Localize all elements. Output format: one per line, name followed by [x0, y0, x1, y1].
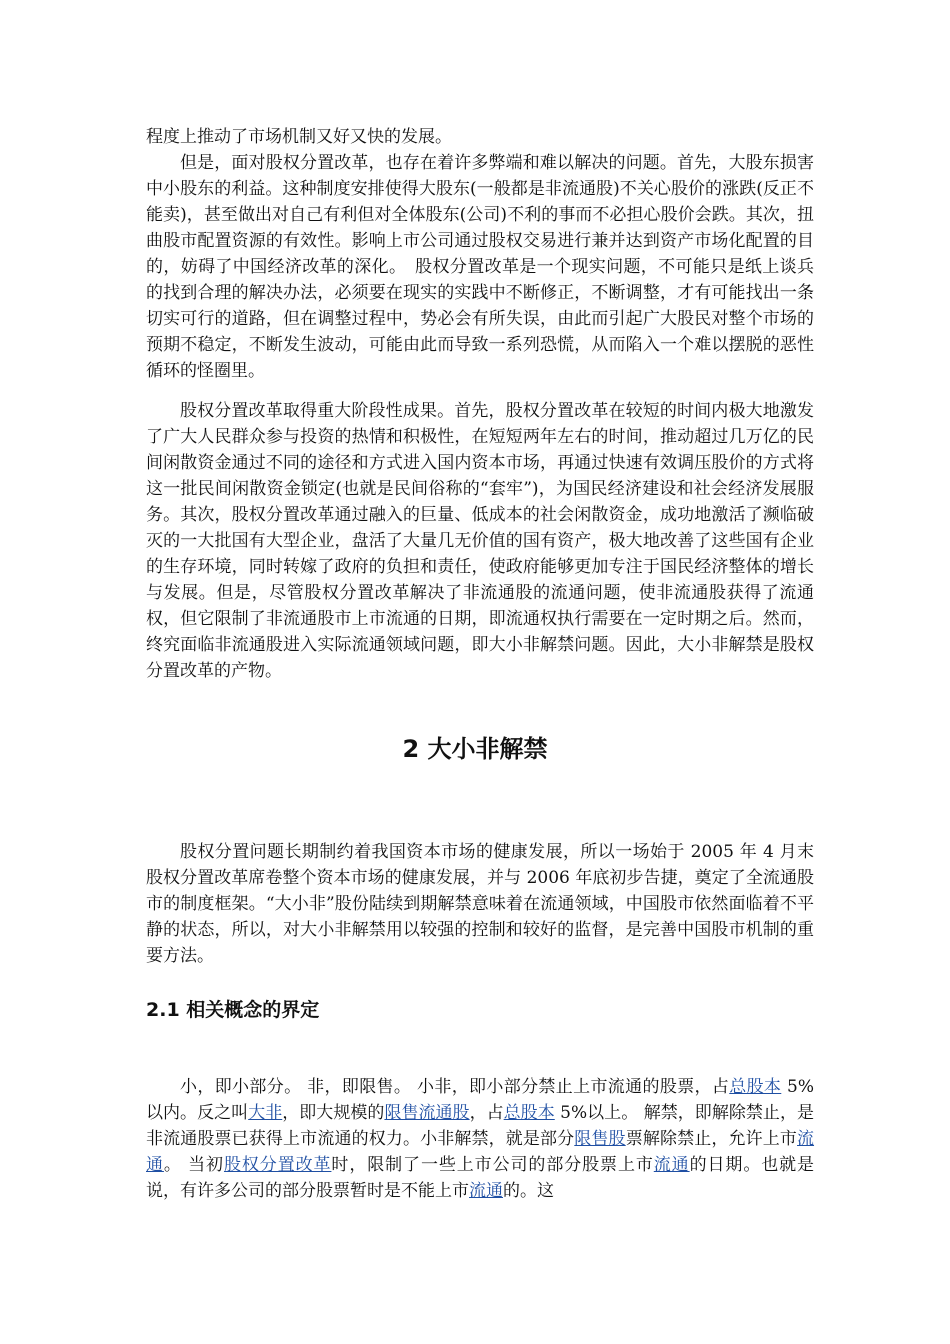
paragraph-achievements: 股权分置改革取得重大阶段性成果。首先，股权分置改革在较短的时间内极大地激发了广大人民群众参与投资的热情和积极性，在短短两年左右的时间，推动超过几万亿的民间闲散资金通过不同的途径和方式进入国内资本市场，再通过快速有效调压股价的方式将这一批民间闲散资金锁定(也就是民间俗称的“套牢”)，为国民经济建设和社会经济发展服务。其次，股权分置改革通过融入的巨量、低成本的社会闲散资金，成功地激活了濒临破灭的一大批国有大型企业，盘活了大量几无价值的国有资产，极大地改善了这些国有企业的生存环境，同时转嫁了政府的负担和责任，使政府能够更加专注于国民经济整体的增长与发展。但是，尽管股权分置改革解决了非流通股的流通问题，使非流通股获得了流通权，但它限制了非流通股市上市流通的日期，即流通权执行需要在一定时期之后。然而，终究面临非流通股进入实际流通领域问题，即大小非解禁问题。因此，大小非解禁是股权分置改革的产物。	[146, 401, 814, 681]
link-split-share-reform[interactable]: 股权分置改革	[223, 1155, 332, 1175]
link-circulation[interactable]: 流通	[653, 1155, 690, 1175]
section-heading: 2 大小非解禁	[402, 735, 548, 763]
subsection-heading: 2.1 相关概念的界定	[146, 999, 320, 1021]
paragraph-definition	[146, 1074, 814, 1204]
link-total-share-capital[interactable]: 总股本	[503, 1103, 555, 1123]
definition-text: ，占	[469, 1103, 504, 1123]
link-total-share-capital[interactable]: 总股本	[729, 1077, 782, 1097]
definition-text: 时，限制了一些上市公司的部分股票上市	[331, 1155, 654, 1175]
definition-text: 小，即小部分。 非，即限售。 小非，即小部分禁止上市流通的股票，占	[180, 1077, 730, 1097]
paragraph-section-intro: 股权分置问题长期制约着我国资本市场的健康发展，所以一场始于 2005 年 4 月末股权分置改革席卷整个资本市场的健康发展，并与 2006 年底初步告捷，奠定了全流通股市的制度框架。“大小非”股份陆续到期解禁意味着在流通领域，中国股市依然面临着不平静的状态，所以，对大小非解禁用以较强的控制和较好的监督，是完善中国股市机制的重要方法。	[146, 842, 814, 966]
definition-text: 票解除禁止，允许上市	[625, 1129, 798, 1149]
link-large-non-tradable[interactable]: 大非	[248, 1103, 283, 1123]
link-circulation[interactable]: 流通	[469, 1181, 503, 1201]
definition-text: 的。这	[503, 1181, 554, 1201]
link-restricted-shares[interactable]: 限售股	[574, 1129, 626, 1149]
definition-text: 。 当初	[163, 1155, 224, 1175]
link-restricted-tradable-shares[interactable]: 限售流通股	[384, 1103, 470, 1123]
paragraph-drawbacks: 但是，面对股权分置改革，也存在着许多弊端和难以解决的问题。首先，大股东损害中小股东的利益。这种制度安排使得大股东(一般都是非流通股)不关心股价的涨跌(反正不能卖)，甚至做出对自己有利但对全体股东(公司)不利的事而不必担心股价会跌。其次，扭曲股市配置资源的有效性。影响上市公司通过股权交易进行兼并达到资产市场化配置的目的，妨碍了中国经济改革的深化。 股权分置改革是一个现实问题，不可能只是纸上谈兵的找到合理的解决办法，必须要在现实的实践中不断修正，不断调整，才有可能找出一条切实可行的道路，但在调整过程中，势必会有所失误，由此而引起广大股民对整个市场的预期不稳定，不断发生波动，可能由此而导致一系列恐慌，从而陷入一个难以摆脱的恶性循环的怪圈里。	[146, 153, 814, 381]
definition-text: 5%以上。 解禁，即解除禁止，是非流通股票已获得上市流通的权力。小非解禁，就是部分	[146, 1103, 814, 1149]
definition-text: ，即大规模的	[282, 1103, 385, 1123]
paragraph-continuation: 程度上推动了市场机制又好又快的发展。	[146, 127, 452, 147]
link-circulation[interactable]: 流通	[146, 1129, 815, 1175]
definition-text: 5%以内。反之叫	[146, 1077, 815, 1123]
definition-text: 的日期。也就是说，有许多公司的部分股票暂时是不能上市	[146, 1155, 815, 1201]
